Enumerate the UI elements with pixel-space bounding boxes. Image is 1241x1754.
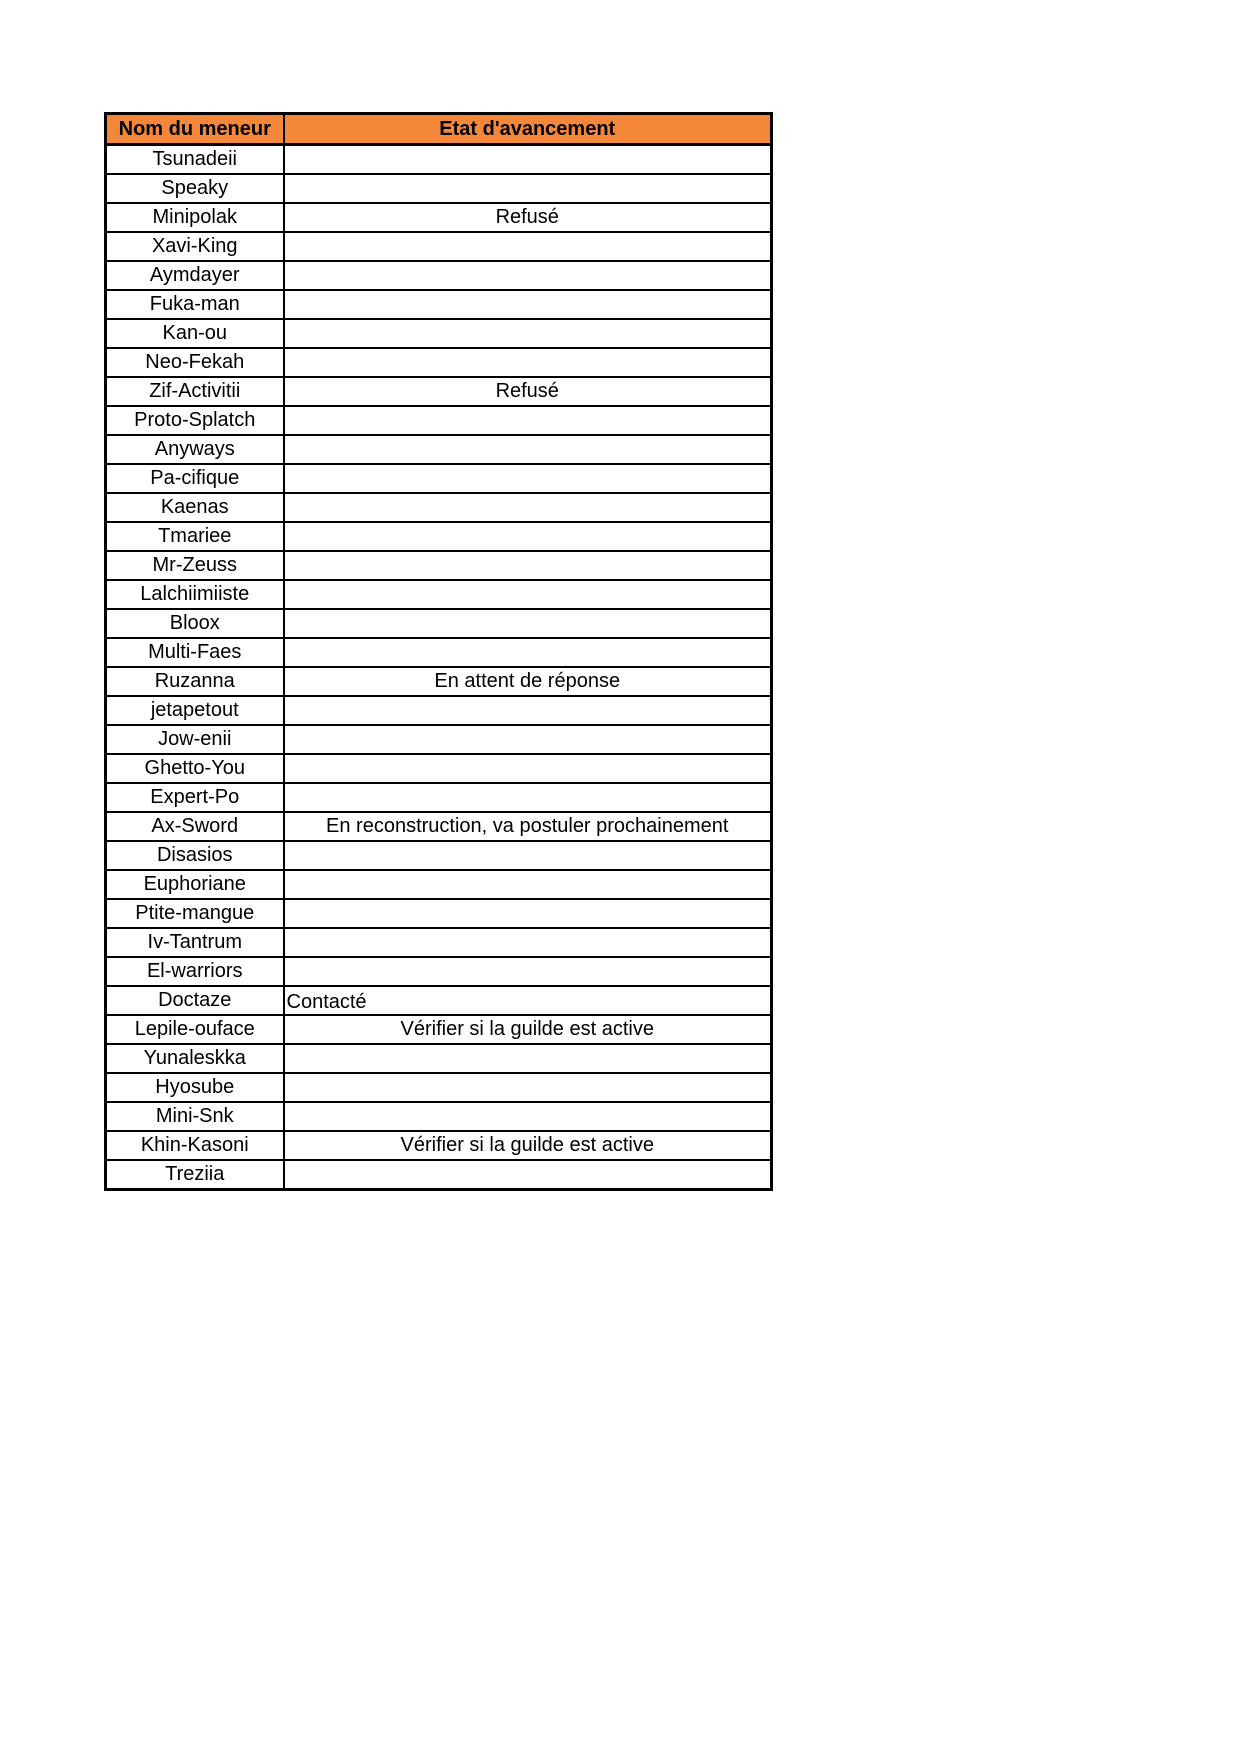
header-row	[106, 114, 772, 145]
progress-status-cell[interactable]	[284, 841, 772, 870]
progress-status-cell[interactable]	[284, 290, 772, 319]
leader-name-cell[interactable]: Iv-Tantrum	[106, 928, 284, 957]
progress-status-cell[interactable]	[284, 899, 772, 928]
table-row	[106, 928, 772, 957]
table-row	[106, 551, 772, 580]
table-row	[106, 1160, 772, 1190]
table-row	[106, 232, 772, 261]
progress-status-cell[interactable]: Refusé	[284, 377, 772, 406]
table-row	[106, 203, 772, 232]
table-row	[106, 725, 772, 754]
table-row	[106, 174, 772, 203]
progress-status-cell[interactable]: Contacté	[284, 986, 772, 1015]
table-row	[106, 319, 772, 348]
table-row	[106, 1073, 772, 1102]
progress-status-cell[interactable]	[284, 928, 772, 957]
leader-name-cell[interactable]: Kan-ou	[106, 319, 284, 348]
table-row	[106, 783, 772, 812]
leader-name-cell[interactable]: Yunaleskka	[106, 1044, 284, 1073]
table-row	[106, 464, 772, 493]
progress-status-cell[interactable]	[284, 1102, 772, 1131]
table-row	[106, 957, 772, 986]
progress-status-cell[interactable]	[284, 493, 772, 522]
leader-name-cell[interactable]: Multi-Faes	[106, 638, 284, 667]
leader-name-cell[interactable]: Ghetto-You	[106, 754, 284, 783]
progress-status-cell[interactable]: En attent de réponse	[284, 667, 772, 696]
progress-status-cell[interactable]	[284, 580, 772, 609]
progress-status-cell[interactable]: Refusé	[284, 203, 772, 232]
leader-name-cell[interactable]: Tsunadeii	[106, 145, 284, 175]
progress-status-cell[interactable]	[284, 464, 772, 493]
leader-name-cell[interactable]: Jow-enii	[106, 725, 284, 754]
leader-name-cell[interactable]: jetapetout	[106, 696, 284, 725]
table-row	[106, 609, 772, 638]
leader-name-cell[interactable]: Kaenas	[106, 493, 284, 522]
leader-name-cell[interactable]: Bloox	[106, 609, 284, 638]
progress-status-cell[interactable]	[284, 261, 772, 290]
leader-name-cell[interactable]: Pa-cifique	[106, 464, 284, 493]
leader-name-cell[interactable]: Mini-Snk	[106, 1102, 284, 1131]
progress-status-cell[interactable]	[284, 145, 772, 175]
leader-name-cell[interactable]: Hyosube	[106, 1073, 284, 1102]
progress-status-cell[interactable]: En reconstruction, va postuler prochainement	[284, 812, 772, 841]
leader-name-cell[interactable]: Xavi-King	[106, 232, 284, 261]
table-row	[106, 1102, 772, 1131]
table-row	[106, 870, 772, 899]
leader-name-cell[interactable]: Lalchiimiiste	[106, 580, 284, 609]
leader-name-cell[interactable]: Mr-Zeuss	[106, 551, 284, 580]
leader-name-cell[interactable]: Lepile-ouface	[106, 1015, 284, 1044]
table-row	[106, 841, 772, 870]
table-row	[106, 522, 772, 551]
table-row	[106, 1131, 772, 1160]
leader-name-cell[interactable]: Disasios	[106, 841, 284, 870]
table-row	[106, 377, 772, 406]
progress-status-cell[interactable]	[284, 870, 772, 899]
leader-name-cell[interactable]: Ruzanna	[106, 667, 284, 696]
table-row	[106, 696, 772, 725]
progress-status-cell[interactable]	[284, 406, 772, 435]
table-row	[106, 1044, 772, 1073]
progress-status-cell[interactable]	[284, 1044, 772, 1073]
leader-name-cell[interactable]: Anyways	[106, 435, 284, 464]
progress-status-cell[interactable]	[284, 551, 772, 580]
progress-status-cell[interactable]	[284, 609, 772, 638]
leader-name-cell[interactable]: Euphoriane	[106, 870, 284, 899]
leader-name-cell[interactable]: Aymdayer	[106, 261, 284, 290]
table-row	[106, 261, 772, 290]
table-row	[106, 348, 772, 377]
table-row	[106, 145, 772, 175]
progress-status-cell[interactable]	[284, 638, 772, 667]
leader-name-cell[interactable]: Ax-Sword	[106, 812, 284, 841]
table-row	[106, 638, 772, 667]
progress-status-cell[interactable]	[284, 957, 772, 986]
table-row	[106, 812, 772, 841]
progress-status-cell[interactable]	[284, 696, 772, 725]
progress-status-cell[interactable]	[284, 232, 772, 261]
leader-name-cell[interactable]: Ptite-mangue	[106, 899, 284, 928]
progress-status-cell[interactable]	[284, 725, 772, 754]
table-row	[106, 667, 772, 696]
leader-name-cell[interactable]: Proto-Splatch	[106, 406, 284, 435]
progress-status-cell[interactable]	[284, 1073, 772, 1102]
progress-status-cell[interactable]: Vérifier si la guilde est active	[284, 1131, 772, 1160]
table-row	[106, 290, 772, 319]
table-row	[106, 1015, 772, 1044]
table-body	[106, 145, 772, 1190]
table-row	[106, 493, 772, 522]
table-row	[106, 986, 772, 1015]
progress-status-cell[interactable]	[284, 435, 772, 464]
leader-name-cell[interactable]: Treziia	[106, 1160, 284, 1190]
column-header-leader-name[interactable]: Nom du meneur	[106, 114, 284, 145]
leader-name-cell[interactable]: El-warriors	[106, 957, 284, 986]
progress-status-cell[interactable]	[284, 783, 772, 812]
leader-name-cell[interactable]: Neo-Fekah	[106, 348, 284, 377]
table-row	[106, 435, 772, 464]
leader-name-cell[interactable]: Speaky	[106, 174, 284, 203]
progress-status-cell[interactable]	[284, 174, 772, 203]
progress-status-cell[interactable]	[284, 754, 772, 783]
leader-name-cell[interactable]: Expert-Po	[106, 783, 284, 812]
progress-status-cell[interactable]	[284, 319, 772, 348]
leaders-table	[104, 112, 773, 1191]
progress-status-cell[interactable]	[284, 522, 772, 551]
table-row	[106, 580, 772, 609]
progress-status-cell[interactable]	[284, 1160, 772, 1190]
progress-status-cell[interactable]	[284, 348, 772, 377]
table-row	[106, 754, 772, 783]
table-row	[106, 899, 772, 928]
progress-status-cell[interactable]: Vérifier si la guilde est active	[284, 1015, 772, 1044]
table-row	[106, 406, 772, 435]
column-header-progress-status[interactable]: Etat d'avancement	[284, 114, 772, 145]
leader-name-cell[interactable]: Khin-Kasoni	[106, 1131, 284, 1160]
leader-name-cell[interactable]: Tmariee	[106, 522, 284, 551]
leader-name-cell[interactable]: Fuka-man	[106, 290, 284, 319]
leader-name-cell[interactable]: Minipolak	[106, 203, 284, 232]
leader-name-cell[interactable]: Doctaze	[106, 986, 284, 1015]
leader-name-cell[interactable]: Zif-Activitii	[106, 377, 284, 406]
